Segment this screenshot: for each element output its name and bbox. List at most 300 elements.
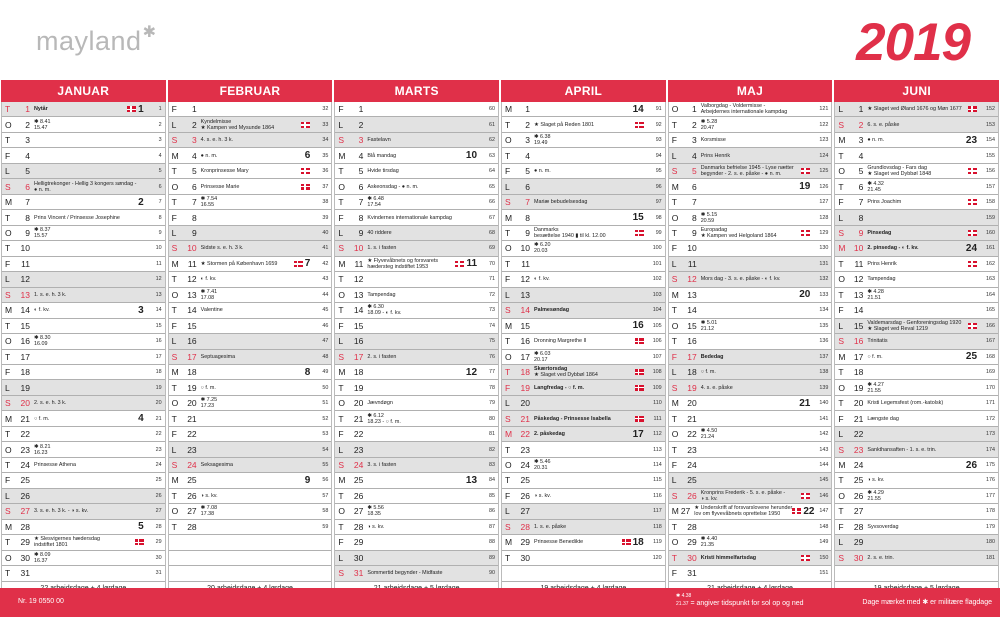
day-row — [669, 102, 832, 117]
day-row — [669, 272, 832, 287]
day-row — [835, 117, 998, 132]
year-day-number: 170 — [986, 384, 996, 391]
day-number: 19 — [853, 382, 864, 393]
day-list — [668, 102, 833, 582]
year-day-number: 137 — [819, 353, 829, 360]
day-row — [669, 164, 832, 179]
day-number: 20 — [353, 398, 364, 409]
danish-flag-icon — [635, 369, 644, 375]
week-number: 19 — [799, 181, 811, 193]
year-day-number: 70 — [489, 260, 496, 267]
day-row — [669, 520, 832, 535]
week-number: 18 — [632, 536, 644, 548]
day-number: 22 — [20, 429, 30, 440]
day-row — [169, 334, 332, 349]
day-row — [835, 288, 998, 303]
danish-flag-icon — [301, 168, 310, 174]
week-number: 6 — [304, 150, 311, 162]
day-row — [835, 473, 998, 488]
year-day-number: 1 — [158, 106, 162, 113]
day-note: Valborgdag - Voldermisse - Arbejdernes internationale kampdag — [700, 103, 788, 116]
day-note: 2. pinsedag - ◐ f. kv. — [867, 245, 919, 252]
day-row — [169, 365, 332, 380]
weekday-letter: T — [5, 135, 11, 146]
week-number: 3 — [138, 304, 144, 316]
day-number: 9 — [25, 227, 30, 238]
danish-flag-icon — [135, 539, 144, 545]
day-row — [2, 319, 165, 334]
day-note: Nytår — [34, 106, 48, 113]
month-februar — [168, 80, 333, 597]
day-row — [169, 504, 332, 519]
year-day-number: 43 — [322, 276, 329, 283]
day-row — [502, 241, 665, 256]
day-row — [502, 226, 665, 241]
weekday-letter: F — [338, 104, 344, 115]
day-number: 23 — [20, 444, 30, 455]
day-row — [502, 427, 665, 442]
day-row — [169, 226, 332, 241]
day-number: 6 — [358, 181, 364, 192]
year-day-number: 87 — [489, 523, 496, 530]
day-number: 4 — [25, 150, 30, 161]
day-number: 25 — [20, 475, 30, 486]
danish-flag-icon — [801, 493, 810, 499]
day-note: Prinsesse Athena — [34, 462, 76, 469]
day-number: 10 — [853, 243, 864, 254]
weekday-letter: T — [171, 305, 177, 316]
day-row — [2, 303, 165, 318]
day-note: 6. s. e. påske — [867, 121, 900, 128]
day-row — [669, 210, 832, 225]
day-row — [169, 319, 332, 334]
year-day-number: 58 — [322, 508, 329, 515]
weekday-letter: S — [338, 568, 345, 579]
week-number: 23 — [965, 134, 978, 146]
day-row — [335, 551, 498, 566]
year-day-number: 90 — [489, 570, 496, 577]
year-day-number: 130 — [819, 245, 829, 252]
weekday-letter: O — [338, 289, 345, 300]
month-maj — [668, 80, 833, 597]
year-day-number: 152 — [986, 106, 996, 113]
year-day-number: 146 — [819, 492, 829, 499]
day-row — [335, 535, 498, 550]
day-list — [334, 102, 499, 582]
day-note: ✱ 5.01 21.12 — [700, 319, 718, 332]
day-note: 1. s. e. h. 3 k. — [34, 291, 67, 298]
day-number: 14 — [353, 305, 364, 316]
day-row — [502, 365, 665, 380]
day-note: Sankthansaften - 1. s. e. trin. — [867, 446, 937, 453]
day-row — [335, 102, 498, 117]
day-number: 21 — [353, 413, 364, 424]
day-note: Trinitatis — [867, 338, 888, 345]
day-number: 7 — [691, 197, 697, 208]
year-day-number: 98 — [655, 214, 662, 221]
day-number: 26 — [353, 490, 364, 501]
weekday-letter: S — [671, 166, 678, 177]
day-number: 5 — [25, 166, 30, 177]
day-note: ○ f. m. — [200, 384, 216, 391]
year-day-number: 44 — [322, 291, 329, 298]
day-row — [335, 380, 498, 395]
day-number: 5 — [525, 166, 531, 177]
day-number: 29 — [520, 537, 531, 548]
weekday-letter: S — [338, 460, 345, 471]
danish-flag-icon — [968, 168, 977, 174]
day-row — [502, 195, 665, 210]
day-row — [169, 117, 332, 132]
weekday-letter: L — [838, 537, 844, 548]
year-day-number: 128 — [819, 214, 829, 221]
day-number: 6 — [858, 181, 864, 192]
day-row — [669, 411, 832, 426]
weekday-letter: M — [505, 429, 513, 440]
day-number: 4 — [858, 150, 864, 161]
day-number: 14 — [20, 305, 30, 316]
danish-flag-icon — [801, 555, 810, 561]
year-day-number: 62 — [489, 137, 496, 144]
day-number: 24 — [520, 460, 531, 471]
weekday-letter: L — [505, 289, 510, 300]
day-note: 2. s. e. trin. — [867, 554, 895, 561]
day-number: 6 — [691, 181, 697, 192]
day-row — [835, 164, 998, 179]
day-note: ✱ 8.37 15.57 — [34, 226, 51, 239]
year-day-number: 102 — [652, 276, 662, 283]
year-day-number: 79 — [489, 400, 496, 407]
weekday-letter: T — [505, 227, 511, 238]
day-row — [502, 272, 665, 287]
day-row — [835, 551, 998, 566]
year-day-number: 109 — [652, 384, 662, 391]
weekday-letter: T — [5, 537, 11, 548]
day-number: 30 — [853, 552, 864, 563]
day-note: ◐ f. kv. — [34, 307, 50, 314]
week-number: 13 — [465, 474, 478, 486]
day-row — [669, 179, 832, 194]
year-day-number: 103 — [652, 291, 662, 298]
year-day-number: 127 — [819, 199, 829, 206]
year-day-number: 114 — [653, 462, 662, 469]
year-day-number: 164 — [986, 291, 996, 298]
day-number: 7 — [191, 197, 197, 208]
day-number: 18 — [687, 367, 697, 378]
day-row — [502, 504, 665, 519]
year-day-number: 83 — [489, 462, 496, 469]
day-number: 27 — [680, 506, 691, 517]
danish-flag-icon — [635, 416, 644, 422]
year-day-number: 94 — [655, 152, 662, 159]
weekday-letter: L — [338, 227, 344, 238]
day-row — [169, 195, 332, 210]
month-header: FEBRUAR — [168, 80, 333, 102]
year-day-number: 110 — [653, 400, 662, 407]
day-number: 8 — [691, 212, 697, 223]
day-number: 20 — [20, 398, 30, 409]
logo-star-icon: ✱ — [142, 24, 157, 41]
day-number: 10 — [687, 243, 697, 254]
weekday-letter: M — [338, 258, 346, 269]
year-day-number: 142 — [819, 431, 829, 438]
day-row — [502, 334, 665, 349]
day-row — [835, 380, 998, 395]
week-number: 17 — [632, 428, 644, 440]
year-day-number: 37 — [322, 183, 329, 190]
year-day-number: 20 — [155, 400, 162, 407]
danish-flag-icon — [792, 508, 801, 514]
day-row — [835, 504, 998, 519]
day-row — [502, 133, 665, 148]
day-number: 22 — [687, 429, 697, 440]
weekday-letter: M — [171, 258, 179, 269]
day-row — [169, 427, 332, 442]
day-empty — [502, 566, 665, 581]
weekday-letter: T — [5, 243, 11, 254]
day-number: 3 — [525, 135, 531, 146]
weekday-letter: F — [5, 475, 11, 486]
day-note: ● n. m. — [200, 152, 218, 159]
year-day-number: 106 — [652, 338, 662, 345]
weekday-letter: F — [838, 305, 844, 316]
flag-note: Dage mærket med ✱ er militære flagdage — [862, 599, 992, 606]
day-row — [669, 303, 832, 318]
week-number: 4 — [138, 413, 144, 425]
day-row — [835, 350, 998, 365]
week-number: 2 — [138, 196, 144, 208]
day-number: 14 — [687, 305, 697, 316]
day-row — [335, 566, 498, 581]
day-number: 10 — [187, 243, 197, 254]
day-note: Mors dag - 3. s. e. påske - ◐ f. kv. — [700, 276, 781, 283]
day-note: Pinsedag — [867, 229, 892, 236]
year-day-number: 75 — [489, 338, 496, 345]
year-day-number: 16 — [155, 338, 162, 345]
year-day-number: 97 — [655, 199, 662, 206]
weekday-letter: T — [171, 521, 177, 532]
day-empty — [169, 551, 332, 566]
year-day-number: 5 — [158, 168, 162, 175]
day-row — [2, 257, 165, 272]
day-row — [502, 458, 665, 473]
day-number: 14 — [187, 305, 197, 316]
day-note: ● n. m. — [534, 168, 551, 175]
day-row — [502, 319, 665, 334]
day-row — [669, 226, 832, 241]
day-row — [502, 551, 665, 566]
day-note: ○ f. m. — [867, 353, 883, 360]
day-empty — [169, 535, 332, 550]
week-number: 15 — [632, 212, 644, 224]
day-note: Sommertid begynder - Midfaste — [367, 570, 443, 577]
day-note: ✱ 8.30 16.09 — [34, 335, 51, 348]
day-row — [502, 380, 665, 395]
day-number: 16 — [520, 336, 531, 347]
weekday-letter: F — [171, 320, 177, 331]
day-note: ✱ 6.20 20.03 — [534, 242, 551, 255]
year-day-number: 72 — [489, 291, 496, 298]
day-number: 1 — [358, 104, 364, 115]
weekday-letter: M — [338, 475, 346, 486]
year-day-number: 39 — [322, 214, 329, 221]
year-day-number: 140 — [819, 400, 829, 407]
day-note: Grundlovsdag - Fars dag ★ Slaget ved Dybbøl 1848 — [867, 165, 932, 178]
weekday-letter: O — [171, 289, 179, 300]
year-day-number: 29 — [155, 539, 162, 546]
day-note: Blå mandag — [367, 152, 397, 159]
day-note: 40 riddere — [367, 229, 392, 236]
year-day-number: 143 — [819, 446, 829, 453]
year-day-number: 14 — [155, 307, 162, 314]
weekday-letter: L — [171, 336, 177, 347]
day-row — [502, 350, 665, 365]
year-day-number: 141 — [819, 415, 829, 422]
year-day-number: 159 — [986, 214, 996, 221]
day-row — [835, 365, 998, 380]
weekday-letter: F — [338, 537, 344, 548]
year-day-number: 124 — [819, 152, 829, 159]
year-day-number: 51 — [322, 400, 329, 407]
day-number: 11 — [187, 258, 197, 269]
day-number: 31 — [687, 568, 697, 579]
weekday-letter: S — [171, 460, 178, 471]
weekday-letter: T — [505, 367, 511, 378]
weekday-letter: T — [838, 258, 844, 269]
day-row — [669, 117, 832, 132]
weekday-letter: O — [338, 181, 345, 192]
weekday-letter: O — [171, 506, 179, 517]
year-day-number: 148 — [819, 523, 829, 530]
year-day-number: 48 — [322, 353, 329, 360]
year-day-number: 136 — [819, 338, 829, 345]
day-note: 1. s. e. påske — [534, 523, 567, 530]
weekday-letter: T — [505, 552, 511, 563]
year-day-number: 95 — [655, 168, 662, 175]
day-row — [835, 396, 998, 411]
weekday-letter: M — [838, 243, 846, 254]
year-day-number: 3 — [158, 137, 162, 144]
day-number: 16 — [853, 336, 864, 347]
day-number: 21 — [853, 413, 864, 424]
year-day-number: 65 — [489, 183, 496, 190]
day-row — [335, 442, 498, 457]
day-number: 4 — [691, 150, 697, 161]
day-row — [502, 535, 665, 550]
year-day-number: 163 — [986, 276, 996, 283]
year-day-number: 82 — [489, 446, 496, 453]
day-row — [669, 195, 832, 210]
year-day-number: 76 — [489, 353, 496, 360]
day-note: Syvsoverdag — [867, 523, 899, 530]
year-day-number: 13 — [155, 291, 162, 298]
day-number: 8 — [858, 212, 864, 223]
day-row — [502, 288, 665, 303]
day-number: 21 — [20, 413, 30, 424]
weekday-letter: S — [838, 552, 845, 563]
day-note: ◑ s. kv. — [200, 492, 218, 499]
day-row — [2, 334, 165, 349]
day-note: ✱ 4.28 21.51 — [867, 288, 884, 301]
day-number: 6 — [25, 181, 30, 192]
day-number: 27 — [187, 506, 197, 517]
day-number: 15 — [353, 320, 364, 331]
day-note: Kvindernes internationale kampdag — [367, 214, 452, 221]
day-note: ✱ 7.54 16.55 — [200, 196, 218, 209]
day-number: 20 — [853, 398, 864, 409]
weekday-letter: S — [838, 336, 845, 347]
weekday-letter: T — [5, 320, 11, 331]
weekday-letter: F — [171, 104, 177, 115]
year-day-number: 54 — [322, 446, 329, 453]
day-number: 28 — [187, 521, 197, 532]
year-day-number: 89 — [489, 554, 496, 561]
weekday-letter: T — [171, 490, 177, 501]
year-day-number: 27 — [155, 508, 162, 515]
day-row — [169, 179, 332, 194]
day-row — [169, 272, 332, 287]
weekday-letter: T — [338, 521, 344, 532]
weekday-letter: L — [671, 367, 677, 378]
day-note: ● n. m. — [867, 137, 885, 144]
day-number: 27 — [853, 506, 864, 517]
year-day-number: 64 — [489, 168, 496, 175]
day-note: Danmarks befrielse 1945 - Lyse nætter begynder - 2. s. e. påske - ● n. m. — [700, 165, 794, 178]
day-row — [502, 257, 665, 272]
day-number: 15 — [20, 320, 30, 331]
year-day-number: 42 — [322, 260, 329, 267]
weekday-letter: O — [5, 444, 12, 455]
year-day-number: 155 — [986, 152, 996, 159]
day-note: ✱ 6.12 18.23 - ○ f. m. — [367, 412, 401, 425]
week-number: 22 — [803, 505, 815, 517]
day-note: Skærtorsdag ★ Slaget ved Dybbøl 1864 — [534, 366, 598, 379]
weekday-letter: O — [505, 135, 512, 146]
year-day-number: 35 — [322, 152, 329, 159]
day-note: ✱ 8.41 15.47 — [34, 118, 51, 131]
day-note: ◐ f. kv. — [200, 276, 217, 283]
day-note: Dronning Margrethe II — [534, 338, 587, 345]
month-header: JANUAR — [1, 80, 166, 102]
weekday-letter: L — [338, 119, 344, 130]
day-number: 5 — [358, 166, 364, 177]
weekday-letter: M — [171, 475, 179, 486]
day-number: 27 — [353, 506, 364, 517]
year-day-number: 45 — [322, 307, 329, 314]
year-day-number: 133 — [819, 291, 829, 298]
day-row — [169, 489, 332, 504]
day-row — [335, 520, 498, 535]
weekday-letter: O — [505, 351, 512, 362]
month-header: MARTS — [334, 80, 499, 102]
day-number: 26 — [687, 490, 697, 501]
year-day-number: 91 — [655, 106, 662, 113]
year-day-number: 138 — [819, 369, 829, 376]
day-row — [169, 164, 332, 179]
day-number: 8 — [525, 212, 531, 223]
day-number: 6 — [191, 181, 197, 192]
week-number: 20 — [799, 289, 811, 301]
year-day-number: 24 — [155, 462, 162, 469]
danish-flag-icon — [294, 261, 303, 267]
day-number: 22 — [353, 429, 364, 440]
weekday-letter: S — [671, 382, 678, 393]
year-day-number: 31 — [155, 570, 162, 577]
day-row — [335, 319, 498, 334]
week-number: 26 — [965, 459, 978, 471]
weekday-letter: T — [838, 367, 844, 378]
day-row — [2, 489, 165, 504]
